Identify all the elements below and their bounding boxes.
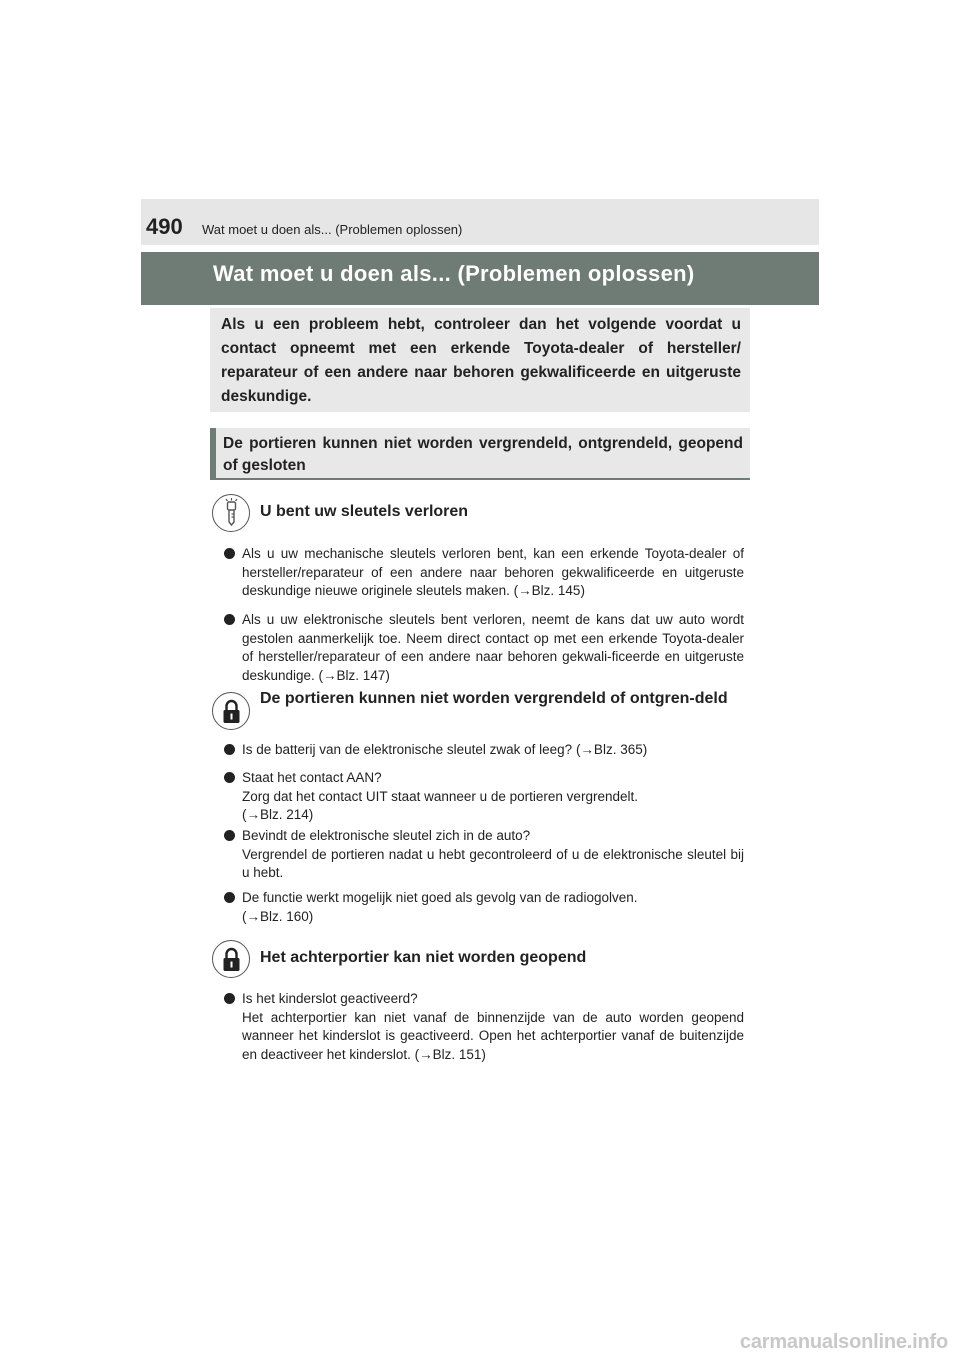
list-item-text: Als u uw mechanische sleutels verloren bent, kan een erkende Toyota-dealer of hersteller/reparateur of een andere naar behoren gekwalificeerde en uitgeruste deskundige nieuwe originele sleutels maken. (→Blz. 145) <box>242 546 744 598</box>
bullet-icon <box>224 548 235 559</box>
bullet-icon <box>224 772 235 783</box>
bullet-icon <box>224 830 235 841</box>
page-title: Wat moet u doen als... (Problemen oplossen) <box>213 261 695 286</box>
list-item-text: Is het kinderslot geactiveerd? Het achterportier kan niet vanaf de binnenzijde van de auto worden geopend wanneer het kinderslot is geactiveerd. Open het achterportier vanaf de buitenzijde en deactiveer het kinderslot. (→Blz. 151) <box>242 991 744 1062</box>
key-icon <box>212 494 250 532</box>
subsection-heading: U bent uw sleutels verloren <box>260 503 469 520</box>
intro-text: Als u een probleem hebt, controleer dan het volgende voordat u contact opneemt met een erkende Toyota-dealer of hersteller/ reparateur of een andere naar behoren gekwalificeerde en uitgeruste deskundige. <box>221 316 741 405</box>
list-item-text: Als u uw elektronische sleutels bent verloren, neemt de kans dat uw auto wordt gestolen aanmerkelijk toe. Neem direct contact op met een erkende Toyota-dealer of hersteller/reparateur of een andere naar behoren gekwali-ficeerde en uitgeruste deskundige. (→Blz. 147) <box>242 612 744 683</box>
list-item-text: Is de batterij van de elektronische sleutel zwak of leeg? (→Blz. 365) <box>242 742 648 757</box>
bullet-icon <box>224 892 235 903</box>
page-number: 490 <box>146 214 183 239</box>
bullet-icon <box>224 744 235 755</box>
lock-icon <box>212 940 250 978</box>
lock-icon <box>212 692 250 730</box>
subsection-heading: De portieren kunnen niet worden vergrendeld of ontgren-deld <box>260 690 728 707</box>
list-item-text: Staat het contact AAN? Zorg dat het contact UIT staat wanneer u de portieren vergrendelt. (→Blz. 214) <box>242 770 638 822</box>
list-item-text: Bevindt de elektronische sleutel zich in de auto? Vergrendel de portieren nadat u hebt gecontroleerd of u de elektronische sleutel bij u hebt. <box>242 828 744 880</box>
running-title: Wat moet u doen als... (Problemen oplossen) <box>202 222 463 237</box>
bullet-icon <box>224 614 235 625</box>
bullet-icon <box>224 993 235 1004</box>
section-heading: De portieren kunnen niet worden vergrendeld, ontgrendeld, geopend of gesloten <box>223 435 743 474</box>
subsection-heading: Het achterportier kan niet worden geopend <box>260 949 587 966</box>
watermark: carmanualsonline.info <box>739 1331 948 1353</box>
list-item-text: De functie werkt mogelijk niet goed als gevolg van de radiogolven. (→Blz. 160) <box>242 890 638 924</box>
